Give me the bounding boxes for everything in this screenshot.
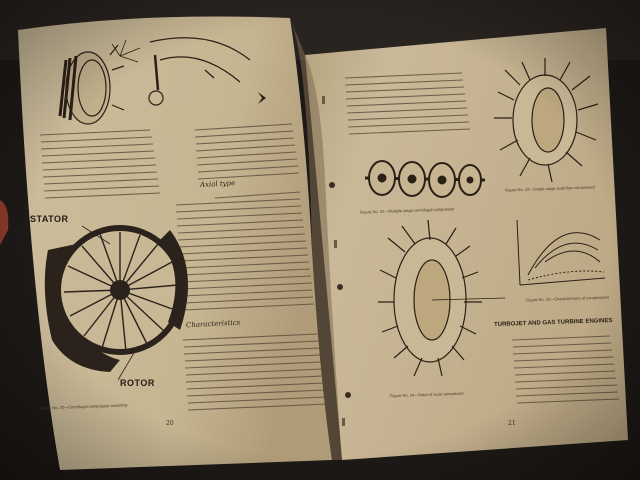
right-page-number: 21	[508, 420, 516, 427]
figure-30-caption: Figure No. 30—Centrifugal compressor assembly	[39, 402, 128, 411]
figure-32-caption: Figure No. 32—Multiple stage centrifugal compressor	[359, 206, 455, 215]
left-page-number: 20	[166, 420, 174, 427]
figure-33-caption: Figure No. 33—Single-stage axial flow compressor	[504, 184, 596, 193]
characteristics-subheading: Characteristics	[185, 318, 241, 330]
axial-type-subheading: Axial type	[199, 179, 236, 189]
figure-35-caption: Figure No. 35—Characteristics of compressors	[525, 294, 610, 303]
stator-label: STATOR	[30, 214, 69, 224]
rotor-label: ROTOR	[120, 378, 155, 388]
figure-34-caption: Figure No. 34—Rotor of axial compressor	[389, 390, 464, 399]
section-heading: TURBOJET AND GAS TURBINE ENGINES	[493, 317, 613, 329]
